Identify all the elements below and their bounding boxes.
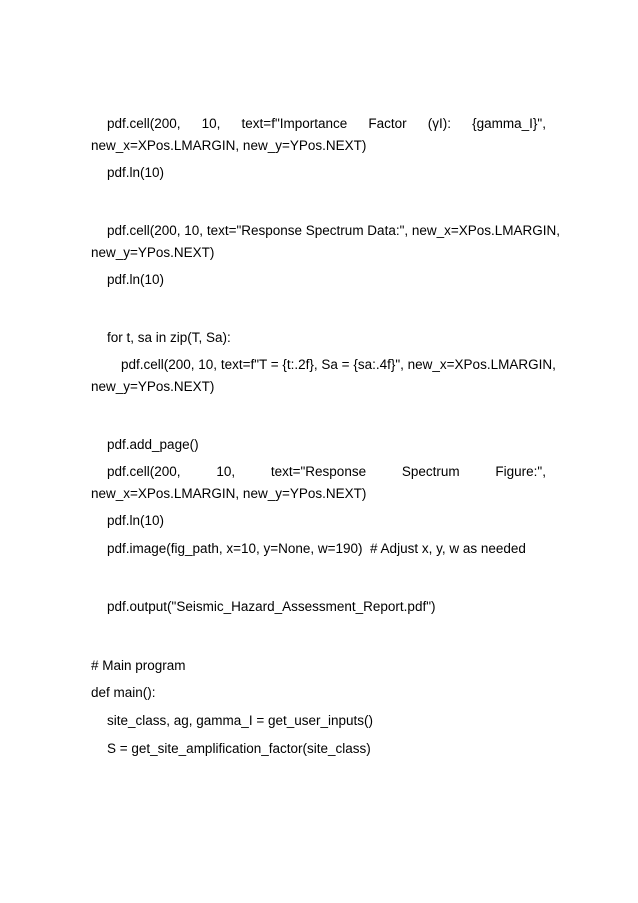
code-line: pdf.ln(10)	[107, 513, 165, 528]
code-line: new_x=XPos.LMARGIN, new_y=YPos.NEXT)	[91, 486, 367, 501]
word: {gamma_I}",	[472, 116, 546, 131]
code-line-importance-cell	[107, 115, 546, 133]
word: Spectrum	[401, 464, 460, 479]
code-line: pdf.cell(200, 10, text=f"T = {t:.2f}, Sa = {sa:.4f}", new_x=XPos.LMARGIN,	[121, 357, 556, 372]
word: pdf.cell(200,	[107, 116, 181, 131]
code-line: def main():	[91, 685, 156, 700]
code-line: new_x=XPos.LMARGIN, new_y=YPos.NEXT)	[91, 138, 367, 153]
code-line: pdf.cell(200, 10, text="Response Spectrum Data:", new_x=XPos.LMARGIN,	[107, 223, 561, 238]
code-line: pdf.image(fig_path, x=10, y=None, w=190) # Adjust x, y, w as needed	[107, 541, 526, 556]
word: Figure:",	[495, 464, 546, 479]
word: Factor	[368, 116, 407, 131]
word: 10,	[216, 464, 236, 479]
code-line: S = get_site_amplification_factor(site_class)	[107, 741, 371, 756]
code-line: pdf.ln(10)	[107, 272, 165, 287]
code-line: pdf.ln(10)	[107, 165, 165, 180]
word: text=f"Importance	[241, 116, 348, 131]
code-line: pdf.add_page()	[107, 437, 199, 452]
code-line: new_y=YPos.NEXT)	[91, 245, 215, 260]
code-line: new_y=YPos.NEXT)	[91, 379, 215, 394]
code-line: pdf.output("Seismic_Hazard_Assessment_Report.pdf")	[107, 599, 436, 614]
word: text="Response	[270, 464, 367, 479]
word: pdf.cell(200,	[107, 464, 181, 479]
word: 10,	[201, 116, 221, 131]
word: (γI):	[427, 116, 452, 131]
code-line: site_class, ag, gamma_I = get_user_inputs()	[107, 713, 374, 728]
code-comment: # Main program	[91, 658, 186, 673]
code-line-figure-cell	[107, 463, 546, 481]
code-line: for t, sa in zip(T, Sa):	[107, 330, 231, 345]
